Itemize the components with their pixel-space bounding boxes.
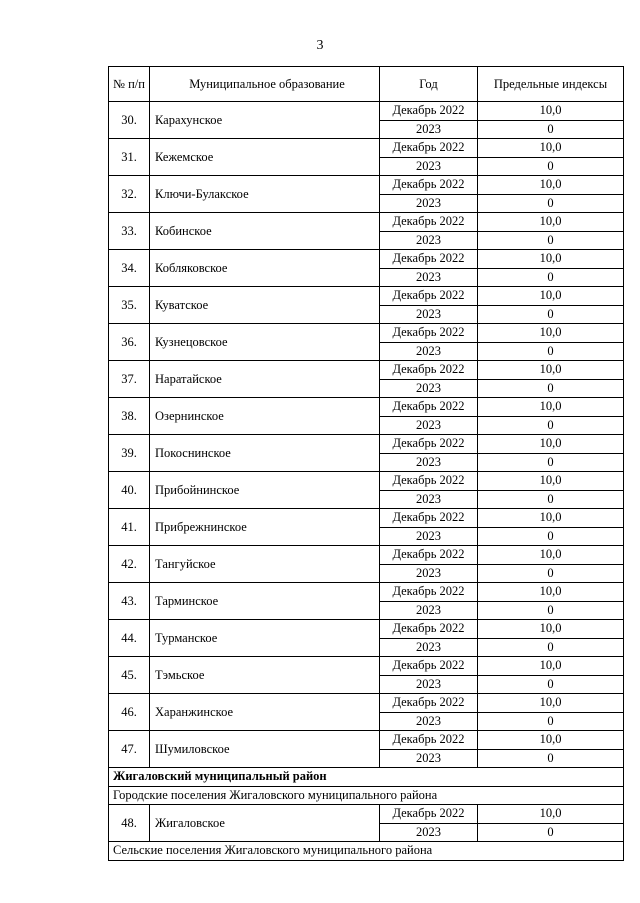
row-number: 46. [109,694,150,731]
table-row [109,361,624,380]
table-row [109,398,624,417]
period-2023: 2023 [380,527,478,546]
index-value-december-2022: 10,0 [478,250,624,269]
period-december-2022: Декабрь 2022 [380,398,478,417]
index-value-december-2022: 10,0 [478,139,624,158]
row-number: 30. [109,102,150,139]
row-number: 45. [109,657,150,694]
period-2023: 2023 [380,675,478,694]
urban-group-title: Городские поселения Жигаловского муниципального района [109,786,624,805]
index-value-2023: 0 [478,564,624,583]
row-number: 33. [109,213,150,250]
table-row [109,546,624,565]
index-value-december-2022: 10,0 [478,731,624,750]
index-value-december-2022: 10,0 [478,805,624,824]
municipality-name: Шумиловское [150,731,380,768]
header-number: № п/п [109,67,150,102]
row-number: 44. [109,620,150,657]
table-row [109,139,624,158]
period-2023: 2023 [380,120,478,139]
table-row [109,472,624,491]
municipality-name: Кобинское [150,213,380,250]
period-december-2022: Декабрь 2022 [380,361,478,380]
rural-group-row [109,842,624,861]
page-number: 3 [316,38,324,53]
period-2023: 2023 [380,564,478,583]
period-december-2022: Декабрь 2022 [380,472,478,491]
row-number: 32. [109,176,150,213]
index-value-2023: 0 [478,823,624,842]
table-row [109,213,624,232]
row-number: 42. [109,546,150,583]
index-value-2023: 0 [478,194,624,213]
table-row [109,250,624,269]
index-value-2023: 0 [478,601,624,620]
index-value-december-2022: 10,0 [478,657,624,676]
row-number: 40. [109,472,150,509]
table-row [109,657,624,676]
table-row [109,324,624,343]
row-number: 37. [109,361,150,398]
table-row [109,102,624,121]
index-value-december-2022: 10,0 [478,546,624,565]
table-header-row [109,67,624,102]
period-december-2022: Декабрь 2022 [380,546,478,565]
row-number: 41. [109,509,150,546]
table-row [109,694,624,713]
table-body-b [109,805,624,842]
municipality-name: Харанжинское [150,694,380,731]
period-2023: 2023 [380,601,478,620]
period-2023: 2023 [380,490,478,509]
period-2023: 2023 [380,749,478,768]
municipality-name: Карахунское [150,102,380,139]
index-value-december-2022: 10,0 [478,361,624,380]
municipality-name: Тангуйское [150,546,380,583]
municipality-name: Куватское [150,287,380,324]
row-number: 38. [109,398,150,435]
index-value-2023: 0 [478,490,624,509]
municipality-name: Турманское [150,620,380,657]
index-value-2023: 0 [478,231,624,250]
municipality-name: Тарминское [150,583,380,620]
row-number: 47. [109,731,150,768]
row-number: 43. [109,583,150,620]
rural-group-title: Сельские поселения Жигаловского муниципального района [109,842,624,861]
period-december-2022: Декабрь 2022 [380,620,478,639]
row-number: 31. [109,139,150,176]
index-value-2023: 0 [478,157,624,176]
district-title: Жигаловский муниципальный район [109,768,624,787]
table-row [109,287,624,306]
period-december-2022: Декабрь 2022 [380,176,478,195]
row-number: 35. [109,287,150,324]
index-value-2023: 0 [478,712,624,731]
row-number: 48. [109,805,150,842]
municipality-name: Кобляковское [150,250,380,287]
index-value-2023: 0 [478,453,624,472]
index-value-2023: 0 [478,379,624,398]
table-row [109,176,624,195]
index-value-2023: 0 [478,749,624,768]
index-value-december-2022: 10,0 [478,583,624,602]
period-december-2022: Декабрь 2022 [380,139,478,158]
row-number: 36. [109,324,150,361]
table-row [109,509,624,528]
table-row [109,731,624,750]
period-2023: 2023 [380,305,478,324]
municipality-name: Ключи-Булакское [150,176,380,213]
municipality-name: Покоснинское [150,435,380,472]
period-2023: 2023 [380,823,478,842]
municipality-name: Прибойнинское [150,472,380,509]
index-value-2023: 0 [478,305,624,324]
index-value-december-2022: 10,0 [478,398,624,417]
indices-table [108,66,624,861]
header-municipality: Муниципальное образование [150,67,380,102]
municipality-name: Наратайское [150,361,380,398]
period-december-2022: Декабрь 2022 [380,435,478,454]
index-value-december-2022: 10,0 [478,620,624,639]
period-december-2022: Декабрь 2022 [380,731,478,750]
period-december-2022: Декабрь 2022 [380,287,478,306]
index-value-december-2022: 10,0 [478,472,624,491]
table-body-a [109,102,624,768]
index-value-december-2022: 10,0 [478,509,624,528]
period-2023: 2023 [380,194,478,213]
municipality-name: Прибрежнинское [150,509,380,546]
index-value-december-2022: 10,0 [478,435,624,454]
period-december-2022: Декабрь 2022 [380,509,478,528]
period-december-2022: Декабрь 2022 [380,250,478,269]
table-row [109,583,624,602]
period-2023: 2023 [380,638,478,657]
municipality-name: Озернинское [150,398,380,435]
index-value-2023: 0 [478,342,624,361]
period-2023: 2023 [380,342,478,361]
urban-group-row [109,786,624,805]
period-december-2022: Декабрь 2022 [380,324,478,343]
row-number: 39. [109,435,150,472]
municipality-name: Кузнецовское [150,324,380,361]
index-value-december-2022: 10,0 [478,324,624,343]
period-december-2022: Декабрь 2022 [380,213,478,232]
table-row [109,805,624,824]
period-december-2022: Декабрь 2022 [380,694,478,713]
index-value-december-2022: 10,0 [478,694,624,713]
index-value-december-2022: 10,0 [478,176,624,195]
rural-section [109,842,624,861]
index-value-2023: 0 [478,527,624,546]
period-december-2022: Декабрь 2022 [380,657,478,676]
period-december-2022: Декабрь 2022 [380,805,478,824]
index-value-2023: 0 [478,120,624,139]
period-december-2022: Декабрь 2022 [380,583,478,602]
table-row [109,435,624,454]
period-2023: 2023 [380,712,478,731]
row-number: 34. [109,250,150,287]
district-row [109,768,624,787]
header-limit-index: Предельные индексы [478,67,624,102]
period-2023: 2023 [380,453,478,472]
district-section [109,768,624,805]
municipality-name: Жигаловское [150,805,380,842]
index-value-2023: 0 [478,638,624,657]
period-2023: 2023 [380,231,478,250]
table-row [109,620,624,639]
period-2023: 2023 [380,268,478,287]
period-2023: 2023 [380,157,478,176]
index-value-december-2022: 10,0 [478,213,624,232]
index-value-2023: 0 [478,268,624,287]
index-value-2023: 0 [478,675,624,694]
index-value-december-2022: 10,0 [478,102,624,121]
period-2023: 2023 [380,379,478,398]
period-december-2022: Декабрь 2022 [380,102,478,121]
header-year: Год [380,67,478,102]
index-value-december-2022: 10,0 [478,287,624,306]
municipality-name: Тэмьское [150,657,380,694]
period-2023: 2023 [380,416,478,435]
municipality-name: Кежемское [150,139,380,176]
index-value-2023: 0 [478,416,624,435]
